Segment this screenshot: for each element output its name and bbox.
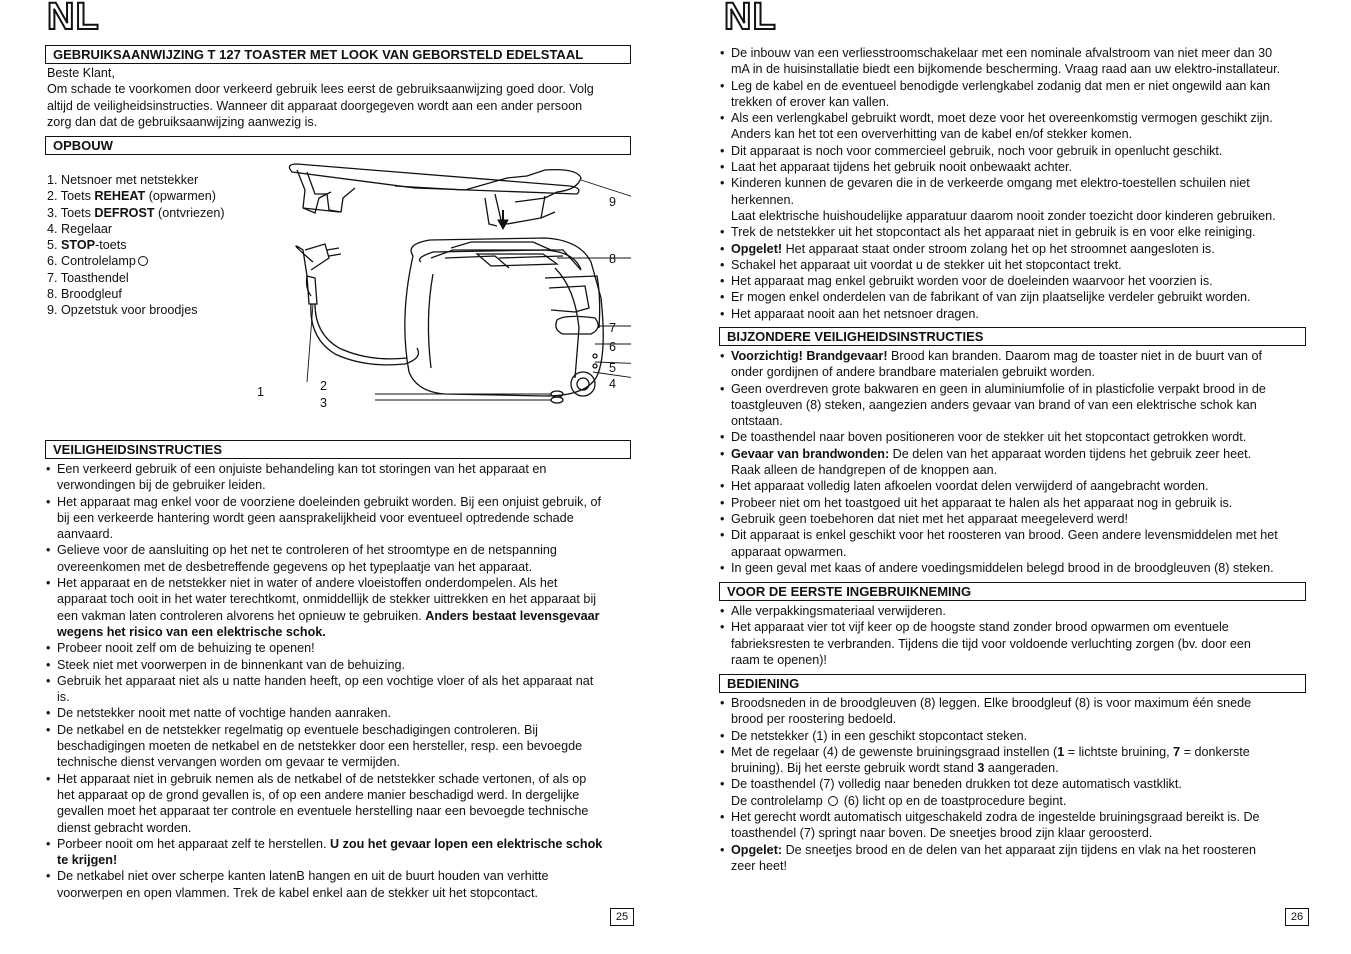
list-item: [45, 657, 602, 673]
list-text: Het apparaat vier tot vijf keer op de hoogste stand zonder brood opwarmen om eventuele: [731, 620, 1229, 635]
bullet-icon: •: [46, 673, 51, 688]
list-text: De sneetjes brood en de delen van het apparaat zijn tijdens en vlak na het roosteren: [782, 842, 1257, 857]
list-text: het apparaat op de grond gevallen is, of op een andere manier beschadigd werd. In dergelijke: [57, 787, 580, 802]
part-text: 5.: [47, 238, 62, 253]
list-text: Het apparaat volledig laten afkoelen voordat delen verwijderd of aangebracht worden.: [731, 479, 1209, 494]
list-text: De delen van het apparaat worden tijdens het gebruik zeer heet.: [889, 446, 1252, 461]
bullet-icon: •: [720, 777, 725, 792]
list-item: [45, 575, 602, 591]
section-header-veiligheid: VEILIGHEIDSINSTRUCTIES: [45, 440, 631, 459]
list-item: [45, 754, 602, 770]
bold-warning: U zou het gevaar lopen een elektrische schok: [330, 836, 603, 851]
bullet-icon: •: [720, 604, 725, 618]
bullet-icon: •: [46, 836, 51, 851]
list-item: [45, 787, 602, 803]
list-text: Het apparaat staat onder stroom zolang het op het stroomnet aangesloten is.: [782, 241, 1215, 256]
first-use-list: [719, 603, 1251, 668]
list-item: [719, 544, 1278, 560]
bullet-icon: •: [46, 869, 51, 884]
bullet-icon: •: [720, 495, 725, 510]
list-text: toastgleuven (8) steken, aangezien anders gevaar van brand of van een elektrische schok kan: [731, 397, 1257, 412]
safety-list: [45, 461, 602, 901]
toaster-diagram: [245, 158, 631, 412]
list-text: Het apparaat en de netstekker niet in water of andere vloeistoffen onderdompelen. Als het: [57, 576, 558, 591]
bold-lead: Gevaar van brandwonden:: [731, 446, 890, 461]
lamp-icon: [138, 256, 148, 266]
list-item: [719, 619, 1251, 635]
list-text: Leg de kabel en de eventueel benodigde verlengkabel zodanig dat men er niet ongewild aan kan: [731, 78, 1271, 93]
part-item: [47, 221, 225, 237]
bullet-icon: •: [46, 494, 51, 509]
bold-lead: Opgelet:: [731, 842, 783, 857]
list-text: ontstaan.: [731, 414, 783, 429]
list-item: [719, 143, 1280, 159]
list-text: Raak alleen de handgrepen of de knoppen aan.: [731, 463, 998, 478]
list-item: [45, 477, 602, 493]
list-text: raam te openen)!: [731, 652, 827, 667]
bullet-icon: •: [720, 479, 725, 494]
list-item: [719, 306, 1280, 322]
list-text: bruining). Bij het eerste gebruik wordt stand: [731, 761, 978, 776]
bullet-icon: •: [720, 696, 725, 710]
list-text: herkennen.: [731, 192, 795, 207]
page-number: 25: [610, 908, 634, 926]
bullet-icon: •: [46, 706, 51, 721]
section-header-opbouw: OPBOUW: [45, 136, 631, 155]
bold-warning: Anders bestaat levensgevaar: [425, 608, 600, 623]
list-text: Het apparaat nooit aan het netsnoer dragen.: [731, 306, 979, 321]
part-text: (opwarmen): [145, 189, 216, 204]
list-item: [45, 494, 602, 510]
part-item: [47, 188, 225, 204]
section-header-bediening: BEDIENING: [719, 674, 1306, 693]
list-text: De toasthendel (7) volledig naar beneden drukken tot deze automatisch vastklikt.: [731, 777, 1182, 792]
part-item: [47, 253, 225, 269]
intro-text: Beste Klant, Om schade te voorkomen door verkeerd gebruik lees eerst de gebruiksaanwijzing goed door. Volg altijd de veiligheidsinstructies. Wanneer dit apparaat doorgegeven wordt aan een ander persoon zorg dan dat de gebruiksaanwijzing aanwezig is.: [47, 66, 594, 130]
list-text: Het apparaat niet in gebruik nemen als de netkabel of de netstekker schade vertonen, of als op: [57, 771, 587, 786]
bullet-icon: •: [720, 620, 725, 635]
list-item: [719, 241, 1280, 257]
bold-warning: te krijgen!: [57, 853, 118, 868]
list-text: Het apparaat mag enkel gebruikt worden voor de doeleinden waarvoor het voorzien is.: [731, 274, 1213, 289]
list-text: toasthendel (7) springt naar boven. De sneetjes brood zijn klaar geroosterd.: [731, 826, 1153, 841]
list-text: gevallen moet het apparaat ter controle en eventuele herstelling naar een bevoegde technische: [57, 804, 589, 819]
list-text: De controlelamp: [731, 793, 827, 808]
list-text: = lichtste bruining,: [1064, 744, 1174, 759]
bullet-icon: •: [720, 381, 725, 396]
list-text: = donkerste: [1180, 744, 1250, 759]
list-item: [45, 640, 602, 656]
safety-list-continued: [719, 45, 1280, 322]
part-text: 6. Controlelamp: [47, 254, 136, 269]
list-item: [45, 705, 602, 721]
bullet-icon: •: [720, 560, 725, 575]
list-text: Het apparaat mag enkel voor de voorziene doeleinden gebruikt worden. Bij een onjuist gebruik, of: [57, 494, 601, 509]
bullet-icon: •: [46, 641, 51, 656]
list-text: Laat het apparaat tijdens het gebruik nooit onbewaakt achter.: [731, 160, 1072, 175]
list-text: is.: [57, 690, 70, 705]
list-text: dienst gebracht worden.: [57, 820, 192, 835]
list-item: [45, 868, 602, 884]
bullet-icon: •: [720, 290, 725, 305]
list-item: [719, 825, 1260, 841]
list-item: [719, 446, 1278, 462]
diagram-label-5: 5: [609, 361, 617, 375]
list-text: fabrieksresten te verbranden. Tijdens die tijd voor voldoende verluchting zorgen (bv. door een: [731, 636, 1251, 651]
list-item: [719, 159, 1280, 175]
bullet-icon: •: [46, 722, 51, 737]
list-item: [719, 478, 1278, 494]
list-text: Een verkeerd gebruik of een onjuiste behandeling kan tot storingen van het apparaat en: [57, 462, 547, 476]
list-text: Het gerecht wordt automatisch uitgeschakeld zodra de ingestelde bruiningsgraad bereikt is. De: [731, 810, 1260, 825]
list-text: Met de regelaar (4) de gewenste bruiningsgraad instellen (: [731, 744, 1058, 759]
list-text: De toasthendel naar boven positioneren voor de stekker uit het stopcontact getrokken wordt.: [731, 430, 1247, 445]
power-cord: [296, 244, 419, 365]
list-item: [45, 689, 602, 705]
list-item: [719, 728, 1260, 744]
list-text: Brood kan branden. Daarom mag de toaster niet in de buurt van of: [887, 349, 1263, 363]
diagram-label-3: 3: [320, 396, 328, 410]
section-header-bijzondere: BIJZONDERE VEILIGHEIDSINSTRUCTIES: [719, 327, 1306, 346]
list-item: [719, 744, 1260, 760]
list-item: [719, 175, 1280, 191]
list-text: bij een verkeerde hantering wordt geen aansprakelijkheid voor eventueel optredende schade: [57, 510, 574, 525]
list-text: apparaat opwarmen.: [731, 544, 847, 559]
part-text: 8. Broodgleuf: [47, 287, 122, 302]
list-item: [719, 793, 1260, 809]
list-text: Porbeer nooit om het apparaat zelf te herstellen.: [57, 836, 331, 851]
bullet-icon: •: [720, 306, 725, 321]
list-item: [719, 858, 1260, 874]
list-item: [45, 738, 602, 754]
list-text: technische dienst vervangen worden om gevaar te vermijden.: [57, 755, 401, 770]
list-text: Broodsneden in de broodgleuven (8) leggen. Elke broodgleuf (8) is voor maximum één snede: [731, 696, 1252, 710]
list-item: [45, 591, 602, 607]
bullet-icon: •: [720, 842, 725, 857]
list-text: (6) licht op en de toastprocedure begint.: [840, 793, 1067, 808]
list-text: Gebruik het apparaat niet als u natte handen heeft, op een vochtige vloer of als het apparaat nat: [57, 673, 594, 688]
list-item: [719, 224, 1280, 240]
list-item: [719, 273, 1280, 289]
list-item: [719, 192, 1280, 208]
list-text: De inbouw van een verliesstroomschakelaar met een nominale afvalstroom van niet meer dan 30: [731, 46, 1273, 60]
list-item: [719, 636, 1251, 652]
diagram-label-7: 7: [609, 321, 617, 335]
list-item: [719, 842, 1260, 858]
manual-title: GEBRUIKSAANWIJZING T 127 TOASTER MET LOOK VAN GEBORSTELD EDELSTAAL: [45, 45, 631, 64]
list-text: trekken of erover kan vallen.: [731, 94, 890, 109]
list-item: [719, 711, 1260, 727]
bullet-icon: •: [46, 576, 51, 591]
list-text: Gebruik geen toebehoren dat niet met het apparaat meegeleverd werd!: [731, 511, 1128, 526]
bullet-icon: •: [720, 46, 725, 60]
part-text: 1. Netsnoer met netstekker: [47, 173, 199, 187]
part-text: 7. Toasthendel: [47, 270, 129, 285]
bullet-icon: •: [46, 771, 51, 786]
list-text: Probeer nooit zelf om de behuizing te openen!: [57, 641, 315, 656]
part-item: [47, 205, 225, 221]
list-item: [719, 413, 1278, 429]
bullet-icon: •: [720, 728, 725, 743]
list-item: [719, 94, 1280, 110]
bullet-icon: •: [720, 430, 725, 445]
diagram-label-8: 8: [609, 252, 617, 266]
list-text: een vakman laten controleren alvorens het opnieuw te gebruiken.: [57, 608, 426, 623]
list-item: [45, 510, 602, 526]
list-item: [45, 836, 602, 852]
bold-lead: Voorzichtig! Brandgevaar!: [731, 349, 888, 363]
bold-text: 1: [1057, 744, 1065, 759]
diagram-label-4: 4: [609, 377, 617, 391]
part-text: -toets: [95, 238, 127, 253]
list-item: [719, 429, 1278, 445]
list-item: [719, 603, 1251, 619]
list-item: [719, 462, 1278, 478]
parts-list: [47, 172, 225, 319]
list-item: [719, 495, 1278, 511]
language-heading: NL: [724, 0, 777, 38]
list-text: zeer heet!: [731, 858, 788, 873]
list-item: [45, 542, 602, 558]
list-item: [45, 624, 602, 640]
list-text: De netstekker (1) in een geschikt stopcontact steken.: [731, 728, 1028, 743]
list-text: Dit apparaat is noch voor commercieel gebruik, noch voor gebruik in openlucht geschikt.: [731, 143, 1223, 158]
bullet-icon: •: [720, 143, 725, 158]
part-item: [47, 286, 225, 302]
list-text: beschadigingen moeten de netkabel en de netstekker door een hersteller, resp. een bevoegde: [57, 739, 583, 754]
list-text: Er mogen enkel onderdelen van de fabrikant of van zijn plaatselijke verdeler gebruikt worden.: [731, 290, 1251, 305]
list-item: [719, 527, 1278, 543]
bun-warmer-rack: [289, 164, 581, 226]
bullet-icon: •: [720, 257, 725, 272]
list-text: apparaat toch ooit in het water terechtkomt, onmiddellijk de stekker uittrekken en het apparaat bij: [57, 592, 597, 607]
part-bold: STOP: [61, 238, 96, 253]
list-item: [45, 722, 602, 738]
list-text: Alle verpakkingsmateriaal verwijderen.: [731, 604, 946, 618]
part-bold: DEFROST: [94, 205, 155, 220]
list-item: [45, 885, 602, 901]
bullet-icon: •: [720, 511, 725, 526]
part-text: 9. Opzetstuk voor broodjes: [47, 303, 198, 318]
list-text: Schakel het apparaat uit voordat u de stekker uit het stopcontact trekt.: [731, 257, 1122, 272]
list-text: aanvaard.: [57, 527, 114, 542]
part-item: [47, 237, 225, 253]
bullet-icon: •: [46, 543, 51, 558]
diagram-label-6: 6: [609, 340, 617, 354]
operation-list: [719, 695, 1260, 874]
list-item: [719, 381, 1278, 397]
list-text: Probeer niet om het toastgoed uit het apparaat te halen als het apparaat nog in gebruik is.: [731, 495, 1233, 510]
list-item: [45, 673, 602, 689]
special-safety-list: [719, 348, 1278, 576]
list-item: [719, 126, 1280, 142]
part-text: 2. Toets: [47, 189, 95, 204]
list-text: onder gordijnen of andere brandbare materialen gebruikt worden.: [731, 365, 1096, 380]
list-text: Laat elektrische huishoudelijke apparatuur daarom nooit zonder toezicht door kinderen gebruiken.: [731, 208, 1276, 223]
list-item: [719, 61, 1280, 77]
list-text: aangeraden.: [984, 761, 1059, 776]
page-number: 26: [1285, 908, 1309, 926]
list-item: [719, 397, 1278, 413]
list-text: Gelieve voor de aansluiting op het net te controleren of het stroomtype en de netspanning: [57, 543, 557, 558]
lamp-icon: [828, 796, 838, 806]
diagram-label-9: 9: [609, 195, 617, 209]
bullet-icon: •: [46, 657, 51, 672]
list-item: [719, 348, 1278, 364]
list-text: Als een verlengkabel gebruikt wordt, moet deze voor het overeenkomstig vermogen geschikt zijn.: [731, 111, 1273, 126]
list-text: brood per roostering bedoeld.: [731, 712, 897, 727]
list-item: [719, 110, 1280, 126]
part-bold: REHEAT: [94, 189, 146, 204]
list-item: [719, 652, 1251, 668]
list-text: De netkabel en de netstekker regelmatig op eventuele beschadigingen controleren. Bij: [57, 722, 538, 737]
list-item: [719, 695, 1260, 711]
list-item: [45, 608, 602, 624]
list-item: [719, 809, 1260, 825]
list-text: Steek niet met voorwerpen in de binnenkant van de behuizing.: [57, 657, 405, 672]
list-text: Anders kan het tot een oververhitting van de kabel en/of stekker komen.: [731, 127, 1133, 142]
part-text: (ontvriezen): [154, 205, 225, 220]
bullet-icon: •: [720, 241, 725, 256]
list-text: Trek de netstekker uit het stopcontact als het apparaat niet in gebruik is en voor elke reiniging.: [731, 225, 1256, 240]
list-text: De netkabel niet over scherpe kanten latenB hangen en uit de buurt houden van verhitte: [57, 869, 549, 884]
list-item: [719, 511, 1278, 527]
language-heading: NL: [47, 0, 100, 38]
list-text: Dit apparaat is enkel geschikt voor het roosteren van brood. Geen andere levensmiddelen met het: [731, 528, 1278, 543]
bold-warning: wegens het risico van een elektrische schok.: [57, 624, 326, 639]
list-item: [719, 289, 1280, 305]
list-item: [719, 208, 1280, 224]
list-item: [45, 803, 602, 819]
list-text: In geen geval met kaas of andere voedingsmiddelen belegd brood in de broodgleuven (8) steken.: [731, 560, 1274, 575]
diagram-label-2: 2: [320, 379, 328, 393]
bullet-icon: •: [720, 176, 725, 191]
bullet-icon: •: [720, 446, 725, 461]
list-text: De netstekker nooit met natte of vochtige handen aanraken.: [57, 706, 391, 721]
list-text: overeenkomen met de desbetreffende gegevens op het typeplaatje van het apparaat.: [57, 559, 533, 574]
list-text: Kinderen kunnen de gevaren die in de verkeerde omgang met elektro-toestellen schuilen niet: [731, 176, 1250, 191]
bullet-icon: •: [720, 160, 725, 175]
bullet-icon: •: [720, 349, 725, 363]
list-item: [45, 852, 602, 868]
bullet-icon: •: [720, 528, 725, 543]
list-item: [719, 45, 1280, 61]
bullet-icon: •: [720, 810, 725, 825]
part-item: [47, 302, 225, 318]
section-header-eerste-ingebruikneming: VOOR DE EERSTE INGEBRUIKNEMING: [719, 582, 1306, 601]
list-item: [719, 760, 1260, 776]
list-item: [719, 257, 1280, 273]
list-item: [45, 559, 602, 575]
list-item: [45, 820, 602, 836]
list-text: voorwerpen en open vlammen. Trek de kabel enkel aan de stekker uit het stopcontact.: [57, 885, 538, 900]
part-text: 3. Toets: [47, 205, 95, 220]
diagram-label-1: 1: [257, 385, 265, 399]
bold-lead: Opgelet!: [731, 241, 783, 256]
list-item: [719, 364, 1278, 380]
leader-lines: [307, 180, 631, 400]
list-item: [719, 78, 1280, 94]
bold-text: 7: [1173, 744, 1181, 759]
bullet-icon: •: [720, 111, 725, 126]
list-text: Geen overdreven grote bakwaren en geen in aluminiumfolie of in plasticfolie verpakt brood in de: [731, 381, 1266, 396]
list-item: [45, 526, 602, 542]
toaster-body: [405, 238, 603, 403]
bullet-icon: •: [720, 744, 725, 759]
bullet-icon: •: [46, 462, 51, 476]
part-text: 4. Regelaar: [47, 221, 113, 236]
part-item: [47, 172, 225, 188]
bullet-icon: •: [720, 274, 725, 289]
list-item: [719, 560, 1278, 576]
list-item: [719, 776, 1260, 792]
bullet-icon: •: [720, 78, 725, 93]
list-item: [45, 461, 602, 477]
part-item: [47, 270, 225, 286]
bullet-icon: •: [720, 225, 725, 240]
list-text: mA in de huisinstallatie biedt een bijkomende bescherming. Vraag raad aan uw elektro-installateur.: [731, 62, 1281, 77]
list-item: [45, 771, 602, 787]
bold-text: 3: [977, 761, 985, 776]
list-text: verwondingen bij de gebruiker leiden.: [57, 478, 266, 493]
